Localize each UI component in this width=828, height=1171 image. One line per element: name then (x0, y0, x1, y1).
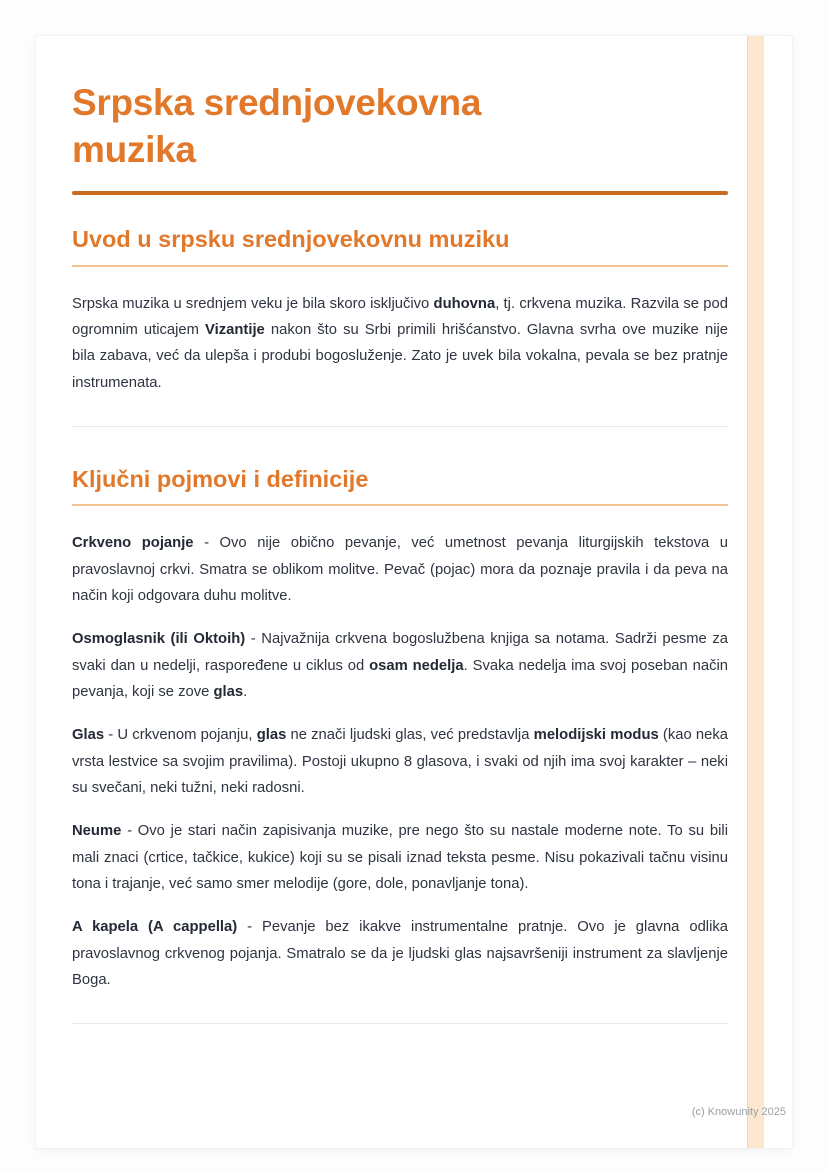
bold-term: glas (213, 683, 244, 700)
section-divider (72, 426, 728, 427)
paragraph (72, 291, 728, 396)
bold-term: Glas (72, 727, 105, 744)
page-title: Srpska srednjovekovna muzika (72, 82, 482, 170)
paragraph (72, 626, 728, 705)
bold-term: duhovna (433, 295, 496, 312)
section-heading-key-terms: Ključni pojmovi i definicije (72, 465, 728, 506)
title-rule (72, 191, 728, 195)
section-key-terms (72, 465, 728, 993)
document-content (36, 36, 792, 1024)
text-segment: - Ovo je stari način zapisivanja muzike, pre nego što su nastale moderne note. To su bili mali znaci (crtice, tačkice, kukice) koji su se pisali iznad teksta pesme. Nisu pokazivali tačnu visinu tona i trajanje, već samo smer melodije (gore, dole, ponavljanje tona). (72, 823, 728, 892)
footer-credit: (c) Knowunity 2025 (691, 1106, 786, 1118)
text-segment: ne znači ljudski glas, već predstavlja (286, 727, 534, 744)
text-segment: nakon što su Srbi primili hrišćanstvo. Glavna svrha ove muzike nije bila zabava, već da ulepša i produbi bogosluženje. Zato je uvek bila vokalna, pevala se bez pratnje instrumenata. (72, 321, 728, 391)
section-intro-paragraphs (72, 291, 728, 396)
bold-term: glas (256, 727, 287, 744)
text-segment: - Najvažnija crkvena bogoslužbena knjiga sa notama. Sadrži pesme za svaki dan u nedelji, raspoređene u ciklus od (72, 631, 728, 674)
text-segment: . Svaka nedelja ima svoj poseban način pevanja, koji se zove (72, 657, 728, 700)
text-segment: , tj. crkvena muzika. Razvila se pod ogromnim uticajem (72, 295, 728, 338)
bold-term: Crkveno pojanje (72, 535, 194, 552)
paragraph (72, 530, 728, 609)
text-segment: - U crkvenom pojanju, (104, 727, 257, 744)
text-segment: Srpska muzika u srednjem veku je bila skoro isključivo (72, 295, 434, 312)
bold-term: melodijski modus (533, 727, 659, 744)
bold-term: Vizantije (205, 321, 265, 338)
section-heading-intro: Uvod u srpsku srednjovekovnu muziku (72, 225, 728, 266)
paragraph (72, 914, 728, 993)
section-key-terms-paragraphs (72, 530, 728, 993)
paragraph (72, 818, 728, 897)
text-segment: . (243, 683, 248, 700)
paragraph (72, 722, 728, 801)
document-page (36, 36, 792, 1148)
text-segment: (kao neka vrsta lestvice sa svojim pravilima). Postoji ukupno 8 glasova, i svaki od njih ima svoj karakter – neki su svečani, neki tužni, neki radosni. (72, 727, 729, 796)
bold-term: osam nedelja (369, 657, 464, 674)
text-segment: - Pevanje bez ikakve instrumentalne pratnje. Ovo je glavna odlika pravoslavnog crkvenog pojanja. Smatralo se da je ljudski glas najsavršeniji instrument za slavljenje Boga. (72, 919, 728, 988)
bold-term: A kapela (A cappella) (72, 919, 238, 936)
text-segment: - Ovo nije obično pevanje, već umetnost pevanja liturgijskih tekstova u pravoslavnoj crkvi. Smatra se oblikom molitve. Pevač (pojac) mora da poznaje pravila i da peva na način koji odgovara duhu molitve. (72, 535, 728, 604)
bold-term: Neume (72, 823, 122, 840)
section-divider (72, 1023, 728, 1024)
section-intro (72, 225, 728, 396)
bold-term: Osmoglasnik (ili Oktoih) (72, 631, 246, 648)
